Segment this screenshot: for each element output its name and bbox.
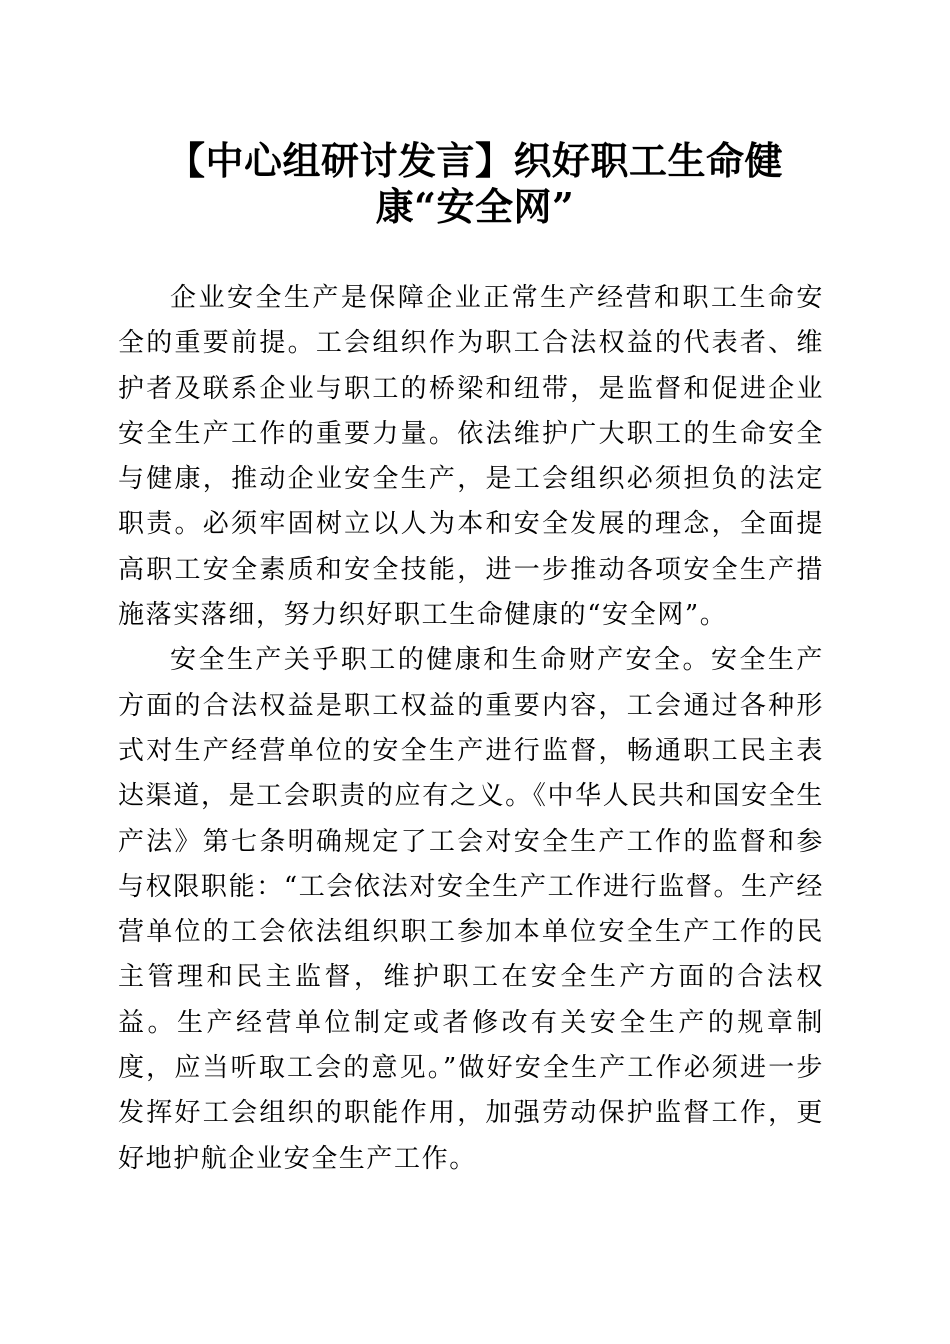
paragraph-2: 安全生产关乎职工的健康和生命财产安全。安全生产方面的合法权益是职工权益的重要内容，工会通过各种形式对生产经营单位的安全生产进行监督，畅通职工民主表达渠道，是工会职责的应有之义。《中华人民共和国安全生产法》第七条明确规定了工会对安全生产工作的监督和参与权限职能：“工会依法对安全生产工作进行监督。生产经营单位的工会依法组织职工参加本单位安全生产工作的民主管理和民主监督，维护职工在安全生产方面的合法权益。生产经营单位制定或者修改有关安全生产的规章制度，应当听取工会的意见。”做好安全生产工作必须进一步发挥好工会组织的职能作用，加强劳动保护监督工作，更好地护航企业安全生产工作。 (118, 645, 824, 1174)
document-title: 【中心组研讨发言】织好职工生命健康“安全网” (166, 138, 783, 229)
paragraph-1: 企业安全生产是保障企业正常生产经营和职工生命安全的重要前提。工会组织作为职工合法权益的代表者、维护者及联系企业与职工的桥梁和纽带，是监督和促进企业安全生产工作的重要力量。依法维护广大职工的生命安全与健康，推动企业安全生产，是工会组织必须担负的法定职责。必须牢固树立以人为本和安全发展的理念，全面提高职工安全素质和安全技能，进一步推动各项安全生产措施落实落细，努力织好职工生命健康的“安全网”。 (118, 283, 824, 631)
document-body (118, 276, 824, 1182)
